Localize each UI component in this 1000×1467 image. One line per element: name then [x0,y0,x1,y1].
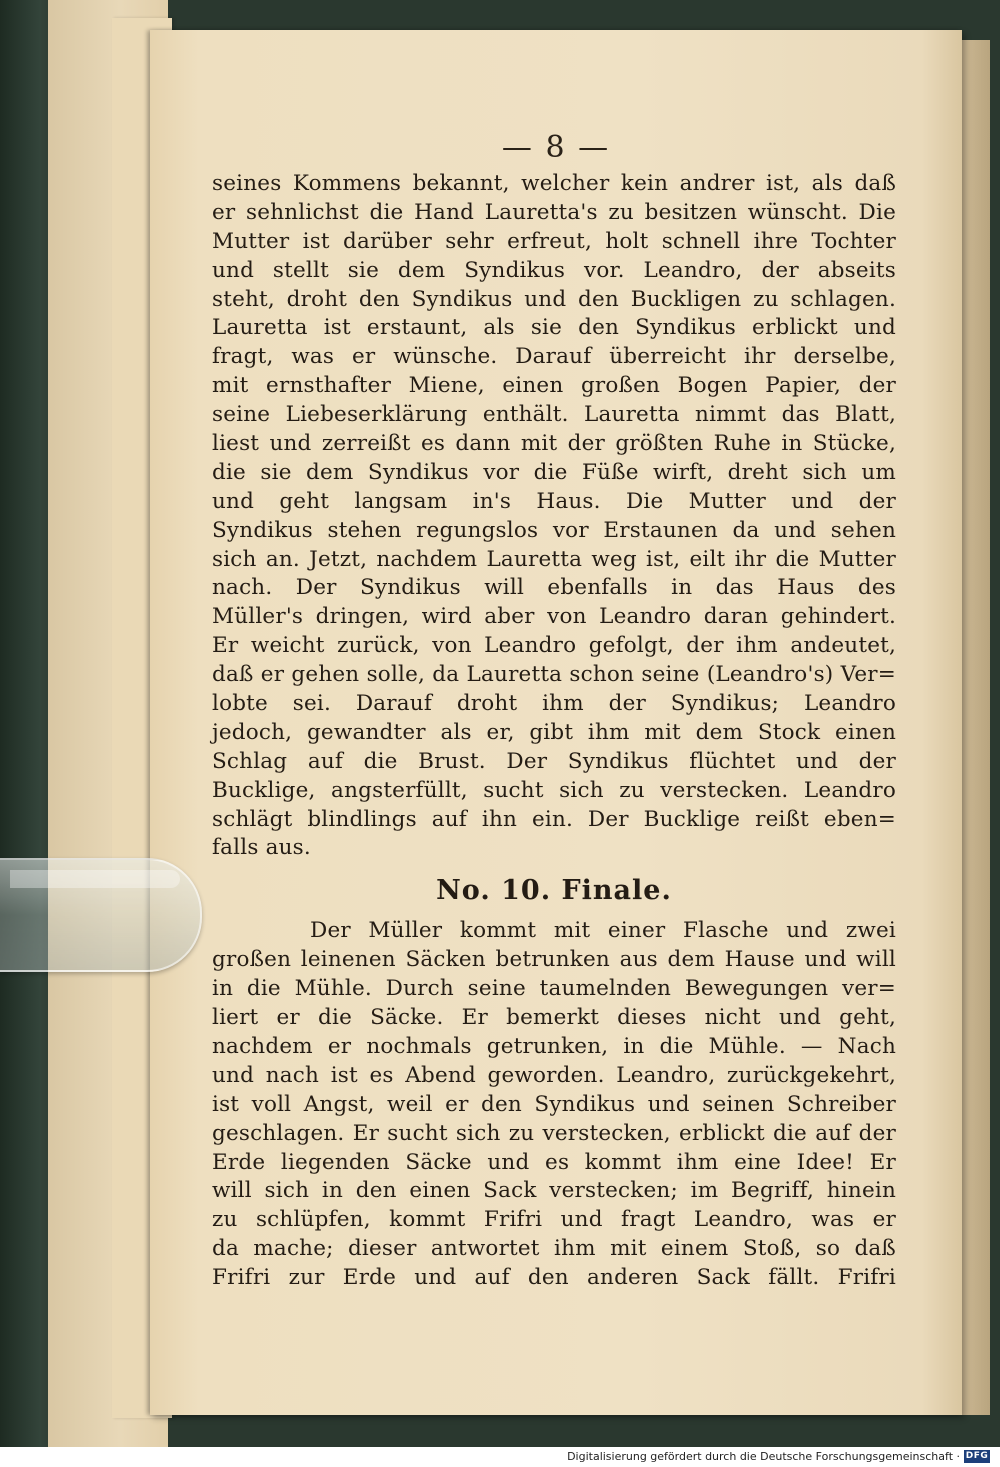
text-line: und geht langsam in's Haus. Die Mutter und der [212,488,896,514]
text-line: falls aus. [212,835,311,861]
text-line: er sehnlichst die Hand Lauretta's zu besitzen wünscht. Die [212,199,896,225]
text-line: und stellt sie dem Syndikus vor. Leandro, der abseits [212,257,896,283]
text-line: liest und zerreißt es dann mit der größten Ruhe in Stücke, [212,431,896,457]
footer-credit: Digitalisierung gefördert durch die Deutsche Forschungsgemeinschaft · [567,1450,960,1463]
text-line: und nach ist es Abend geworden. Leandro, zurückgekehrt, [212,1062,896,1088]
text-line: Mutter ist darüber sehr erfreut, holt schnell ihre Tochter [212,228,896,254]
text-line: ist voll Angst, weil er den Syndikus und seinen Schreiber [212,1091,896,1117]
text-line: Er weicht zurück, von Leandro gefolgt, der ihm andeutet, [212,633,896,659]
text-line: liert er die Säcke. Er bemerkt dieses nicht und geht, [212,1005,896,1031]
bookmark-clip-highlight [10,870,180,888]
text-line: Bucklige, angsterfüllt, sucht sich zu verstecken. Leandro [212,777,896,803]
text-line: mit ernsthafter Miene, einen großen Bogen Papier, der [212,373,896,399]
text-line: lobte sei. Darauf droht ihm der Syndikus; Leandro [212,691,896,717]
text-line: Müller's dringen, wird aber von Leandro daran gehindert. [212,604,896,630]
text-line: seine Liebeserklärung enthält. Lauretta nimmt das Blatt, [212,402,896,428]
text-line: sich an. Jetzt, nachdem Lauretta weg ist, eilt ihr die Mutter [212,546,896,572]
text-line: Frifri zur Erde und auf den anderen Sack fällt. Frifri [212,1265,896,1291]
text-line: Lauretta ist erstaunt, als sie den Syndikus erblickt und [212,315,896,341]
text-line: steht, droht den Syndikus und den Buckligen zu schlagen. [212,286,896,312]
text-line: Syndikus stehen regungslos vor Erstaunen da und sehen [212,517,896,543]
text-line: Schlag auf die Brust. Der Syndikus flüchtet und der [212,748,896,774]
page-right-edge [960,40,990,1415]
page-number: — 8 — [501,130,611,165]
text-line: Der Müller kommt mit einer Flasche und zwei [310,918,896,944]
text-line: geschlagen. Er sucht sich zu verstecken, erblickt die auf der [212,1120,896,1146]
paragraph-1 [212,170,896,863]
text-line: Erde liegenden Säcke und es kommt ihm eine Idee! Er [212,1149,896,1175]
section-heading: No. 10. Finale. [436,875,672,907]
text-line: nachdem er nochmals getrunken, in die Mühle. — Nach [212,1033,896,1059]
text-line: schlägt blindlings auf ihn ein. Der Bucklige reißt eben= [212,806,896,832]
book-page [150,30,962,1415]
dfg-logo: DFG [965,1451,989,1461]
text-line: da mache; dieser antwortet ihm mit einem Stoß, so daß [212,1236,896,1262]
text-line: großen leinenen Säcken betrunken aus dem Hause und will [212,947,896,973]
paragraph-2 [212,917,896,1293]
text-line: will sich in den einen Sack verstecken; im Begriff, hinein [212,1178,896,1204]
text-line: seines Kommens bekannt, welcher kein andrer ist, als daß [212,171,896,196]
text-line: jedoch, gewandter als er, gibt ihm mit dem Stock einen [212,719,896,745]
text-line: daß er gehen solle, da Lauretta schon seine (Leandro's) Ver= [212,662,896,688]
text-line: die sie dem Syndikus vor die Füße wirft, dreht sich um [212,459,896,485]
page-text [212,170,896,1293]
text-line: zu schlüpfen, kommt Frifri und fragt Leandro, was er [212,1207,896,1233]
text-line: nach. Der Syndikus will ebenfalls in das Haus des [212,575,896,601]
text-line: in die Mühle. Durch seine taumelnden Bewegungen ver= [212,976,896,1002]
text-line: fragt, was er wünsche. Darauf überreicht ihr derselbe, [212,344,896,370]
